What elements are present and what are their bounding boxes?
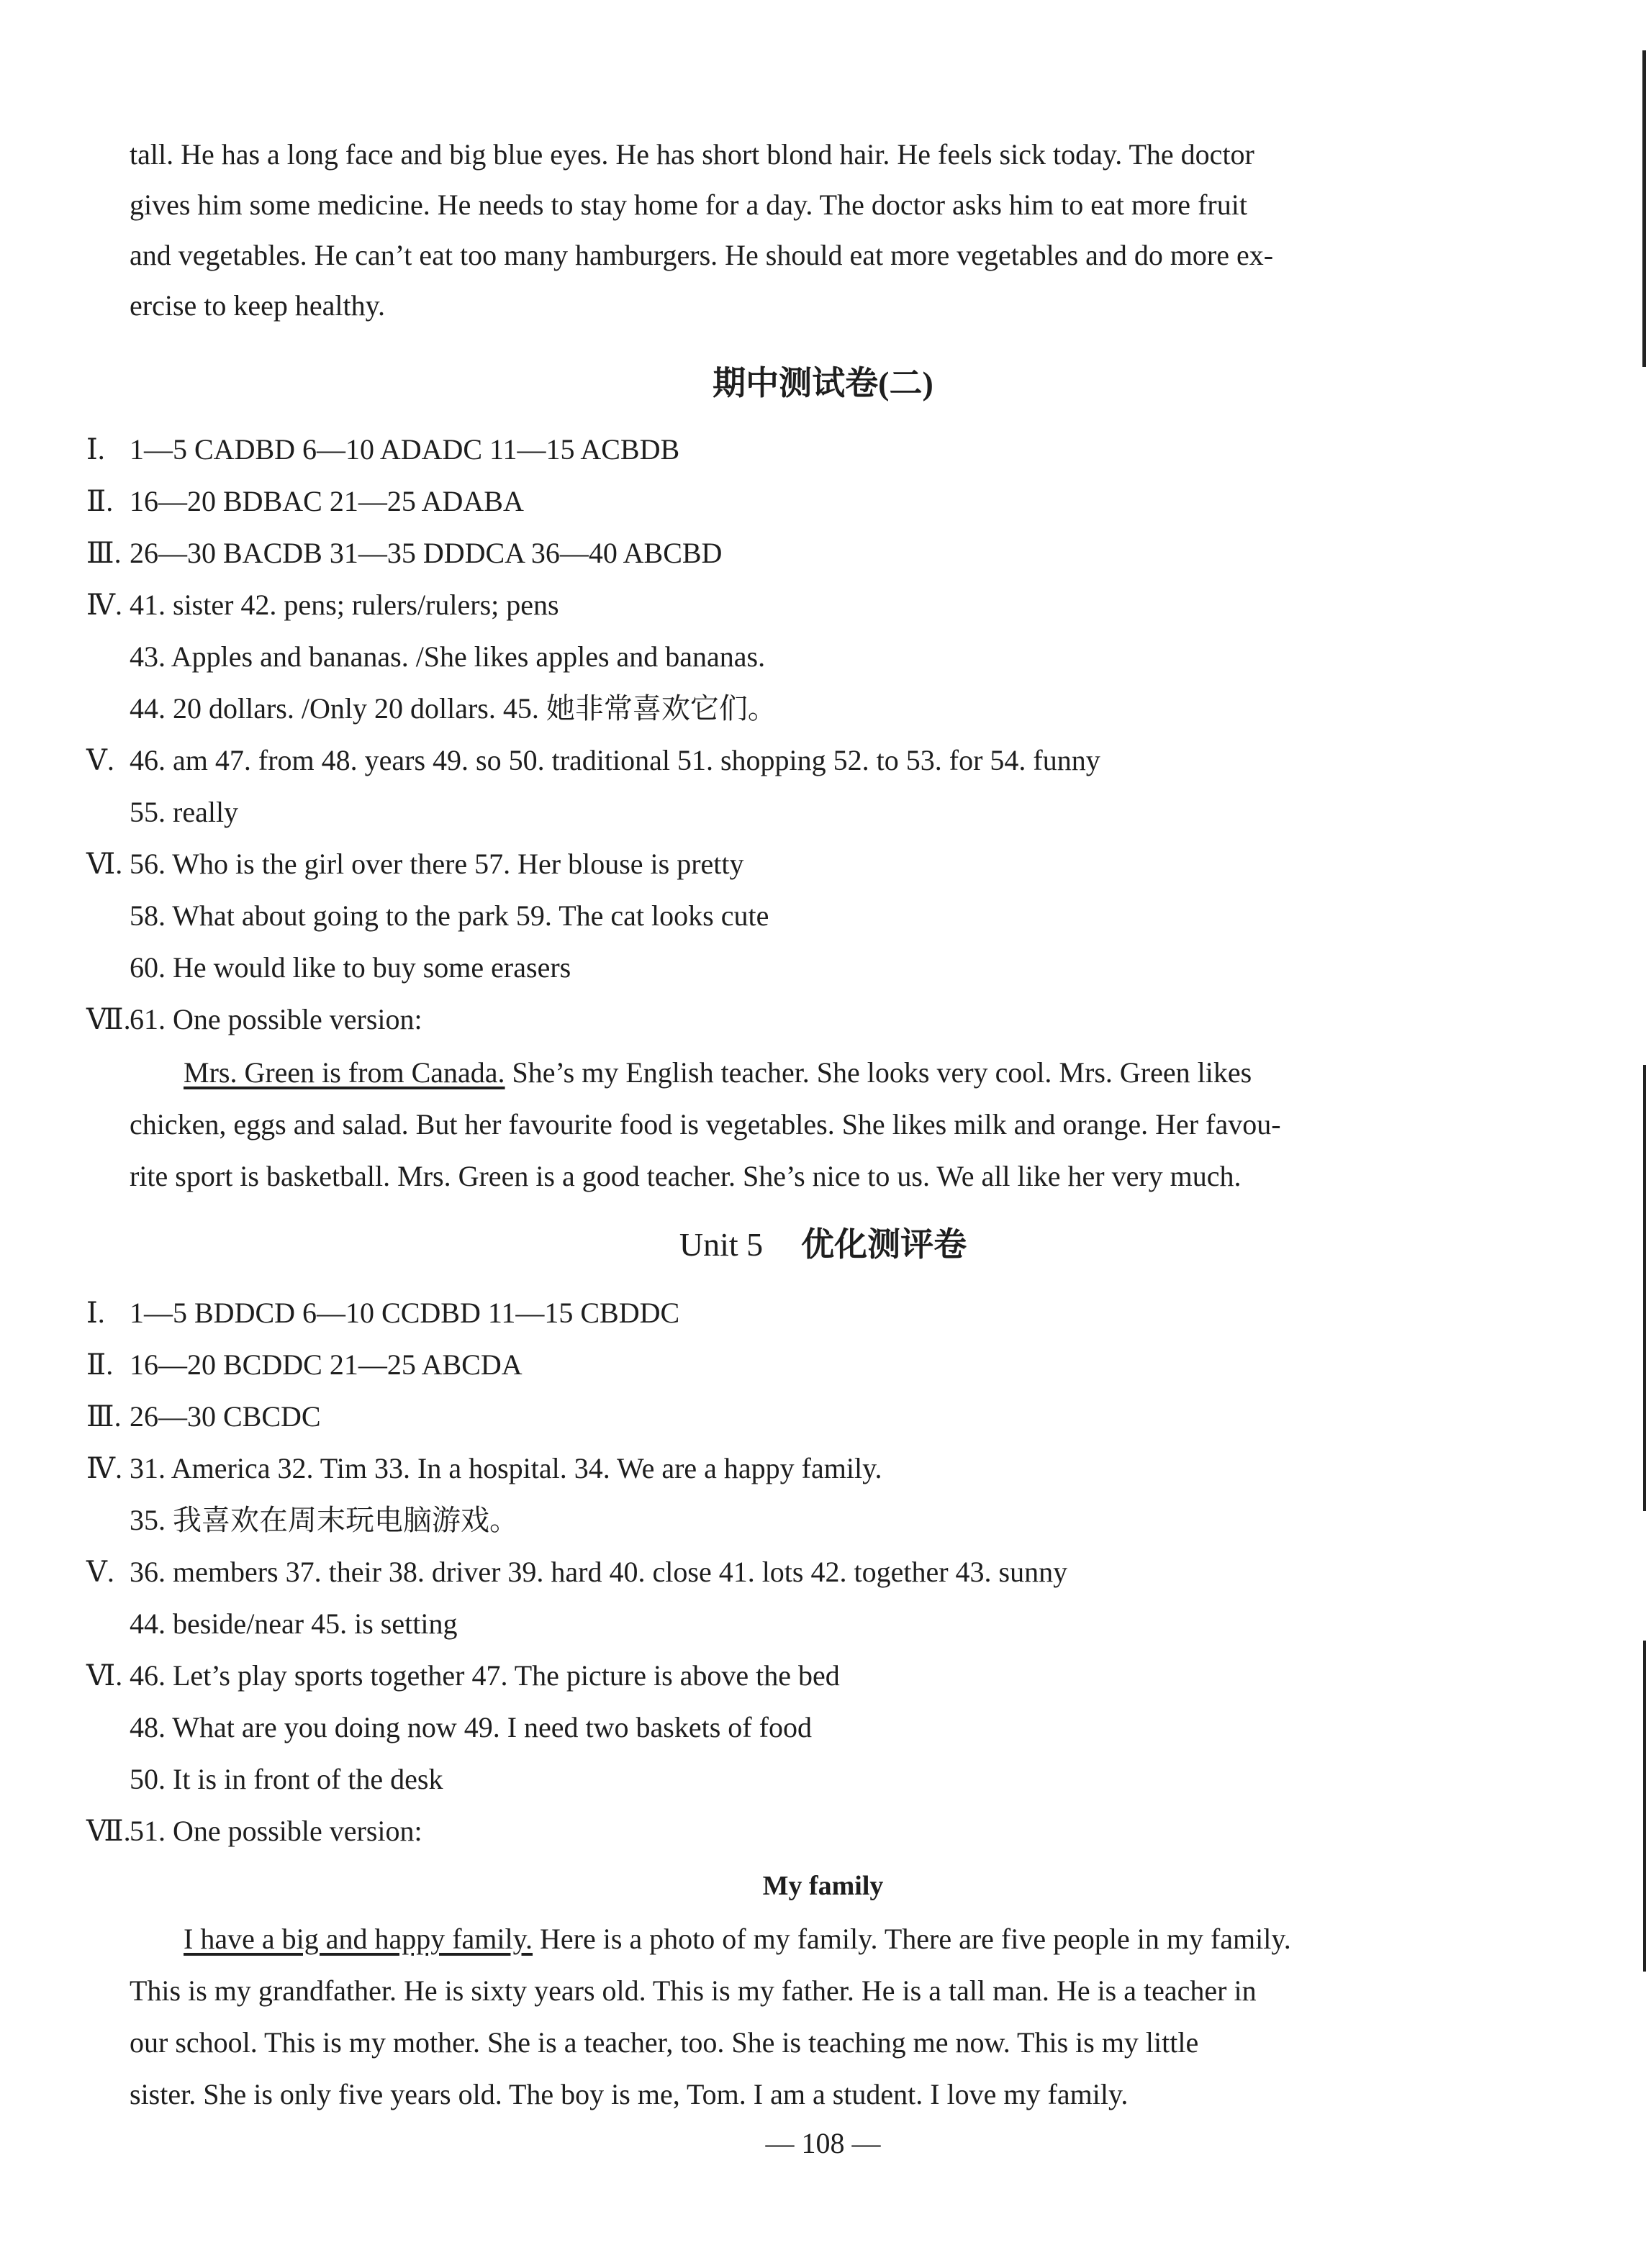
answer-line: 61. One possible version: <box>130 1003 422 1035</box>
question-number: Ⅵ. <box>86 848 123 880</box>
answer-line: 51. One possible version: <box>130 1815 422 1847</box>
essay-text: She’s my English teacher. She looks very cool. Mrs. Green likes <box>505 1056 1252 1089</box>
essay-line: our school. This is my mother. She is a teacher, too. She is teaching me now. This is my little <box>130 2026 1199 2059</box>
scan-edge-mark <box>1642 50 1646 367</box>
question-number: Ⅰ. <box>86 433 105 466</box>
answer-line: 58. What about going to the park 59. The cat looks cute <box>130 899 769 932</box>
answer-line: 55. really <box>130 796 239 828</box>
essay-line: This is my grandfather. He is sixty years old. This is my father. He is a tall man. He is a teacher in <box>130 1974 1257 2007</box>
answer-line: 16—20 BCDDC 21—25 ABCDA <box>130 1348 523 1381</box>
answer-line: 26—30 BACDB 31—35 DDDCA 36—40 ABCBD <box>130 537 723 569</box>
question-number: Ⅶ. <box>86 1003 131 1035</box>
essay-line <box>184 1055 1252 1091</box>
answer-line: 16—20 BDBAC 21—25 ADABA <box>130 485 524 517</box>
essay-line <box>184 1921 1291 1957</box>
top-paragraph-line: ercise to keep healthy. <box>130 289 386 322</box>
question-number: Ⅱ. <box>86 485 114 517</box>
essay-title: My family <box>762 1871 884 1901</box>
answer-line: 1—5 BDDCD 6—10 CCDBD 11—15 CBDDC <box>130 1297 680 1329</box>
answer-line: 46. Let’s play sports together 47. The picture is above the bed <box>130 1659 840 1692</box>
page-number: — 108 — <box>765 2127 881 2159</box>
essay-line: sister. She is only five years old. The boy is me, Tom. I am a student. I love my family. <box>130 2078 1129 2110</box>
answer-line: 41. sister 42. pens; rulers/rulers; pens <box>130 589 559 621</box>
answer-line: 31. America 32. Tim 33. In a hospital. 34. We are a happy family. <box>130 1452 882 1484</box>
essay-underlined-sentence: Mrs. Green is from Canada. <box>184 1056 505 1089</box>
answer-line: 50. It is in front of the desk <box>130 1763 443 1795</box>
top-paragraph-line: tall. He has a long face and big blue eyes. He has short blond hair. He feels sick today. The doctor <box>130 138 1254 171</box>
question-number: Ⅳ. <box>86 589 122 621</box>
answer-line: 48. What are you doing now 49. I need two baskets of food <box>130 1711 812 1743</box>
answer-line: 60. He would like to buy some erasers <box>130 951 571 984</box>
question-number: Ⅴ. <box>86 1556 114 1588</box>
section-title-midterm: 期中测试卷(二) <box>713 365 933 402</box>
answer-line: 36. members 37. their 38. driver 39. hard 40. close 41. lots 42. together 43. sunny <box>130 1556 1068 1588</box>
answer-line: 43. Apples and bananas. /She likes apples and bananas. <box>130 640 766 673</box>
essay-line: chicken, eggs and salad. But her favourite food is vegetables. She likes milk and orange. Her favou- <box>130 1108 1281 1140</box>
question-number: Ⅲ. <box>86 537 122 569</box>
test-label: 优化测评卷 <box>801 1226 967 1263</box>
essay-underlined-sentence: I have a big and happy family. <box>184 1923 533 1955</box>
answer-line: 44. 20 dollars. /Only 20 dollars. 45. 她非常喜欢它们。 <box>130 692 777 725</box>
question-number: Ⅳ. <box>86 1452 122 1484</box>
section-title-unit5 <box>0 1223 1646 1266</box>
scan-edge-mark <box>1643 1641 1646 1972</box>
answer-line: 56. Who is the girl over there 57. Her blouse is pretty <box>130 848 744 880</box>
unit-label: Unit 5 <box>679 1226 764 1263</box>
question-number: Ⅶ. <box>86 1815 131 1847</box>
question-number: Ⅱ. <box>86 1348 114 1381</box>
answer-line: 26—30 CBCDC <box>130 1400 321 1433</box>
top-paragraph-line: and vegetables. He can’t eat too many hamburgers. He should eat more vegetables and do more ex- <box>130 239 1274 271</box>
question-number: Ⅰ. <box>86 1297 105 1329</box>
top-paragraph-line: gives him some medicine. He needs to stay home for a day. The doctor asks him to eat more fruit <box>130 189 1247 221</box>
question-number: Ⅴ. <box>86 744 114 776</box>
answer-line: 44. beside/near 45. is setting <box>130 1607 458 1640</box>
answer-line: 46. am 47. from 48. years 49. so 50. traditional 51. shopping 52. to 53. for 54. funny <box>130 744 1100 776</box>
question-number: Ⅲ. <box>86 1400 122 1433</box>
scan-edge-mark <box>1643 1065 1646 1511</box>
essay-text: Here is a photo of my family. There are five people in my family. <box>533 1923 1291 1955</box>
essay-line: rite sport is basketball. Mrs. Green is a good teacher. She’s nice to us. We all like her very much. <box>130 1160 1242 1192</box>
answer-line: 1—5 CADBD 6—10 ADADC 11—15 ACBDB <box>130 433 680 466</box>
answer-line: 35. 我喜欢在周末玩电脑游戏。 <box>130 1504 518 1536</box>
question-number: Ⅵ. <box>86 1659 123 1692</box>
